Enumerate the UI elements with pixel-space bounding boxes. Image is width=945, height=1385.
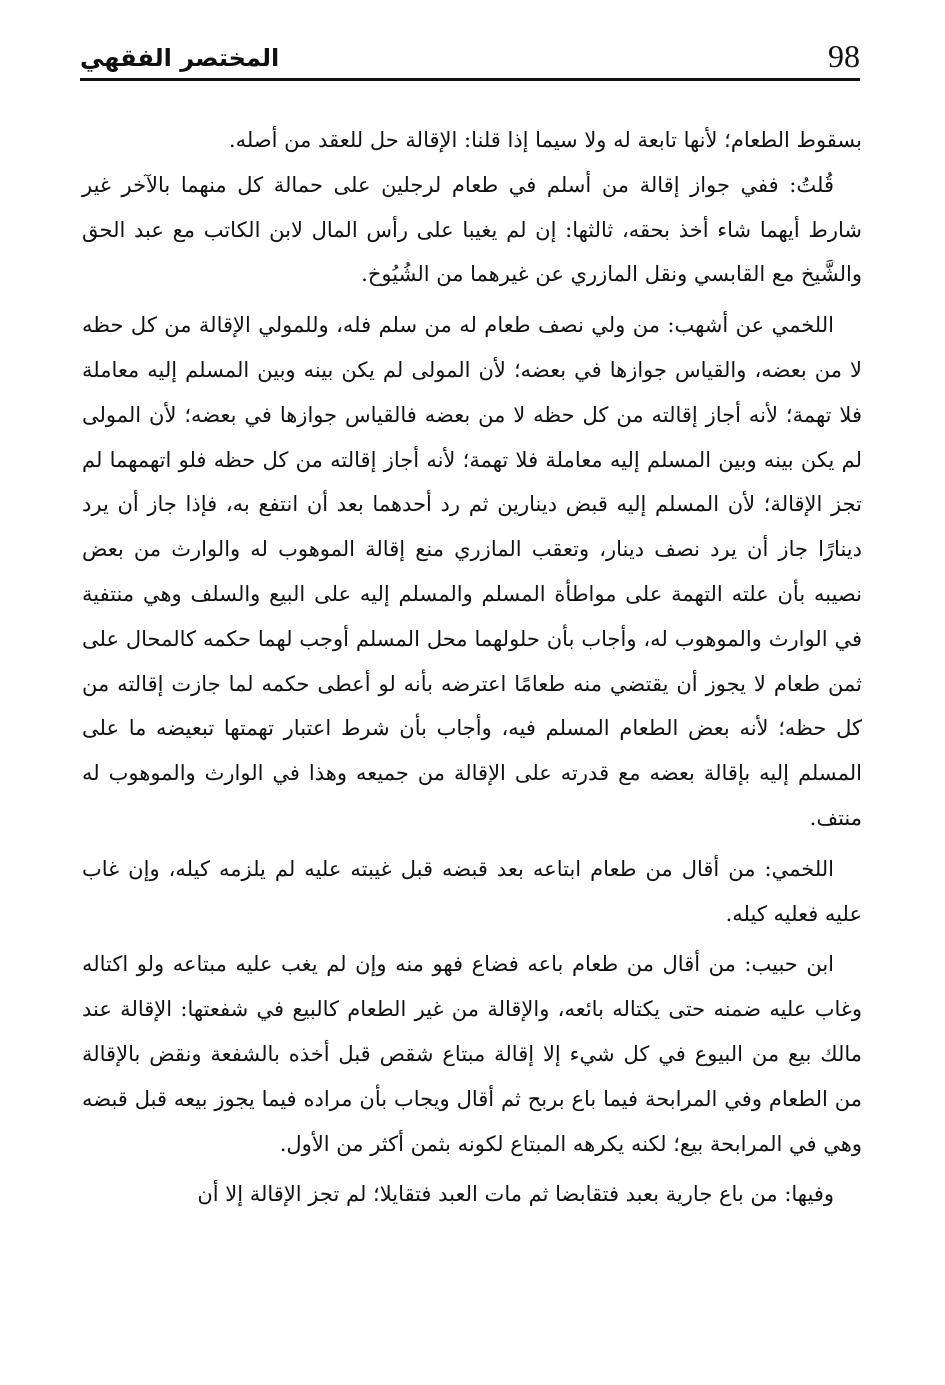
body-text [82, 118, 862, 1217]
paragraph-4: اللخمي: من أقال من طعام ابتاعه بعد قبضه قبل غيبته عليه لم يلزمه كيله، وإن غاب عليه فعليه كيله. [82, 856, 862, 926]
paragraph-2: قُلتُ: ففي جواز إقالة من أسلم في طعام لرجلين على حمالة كل منهما بالآخر غير شارط أيهما شاء أخذ بحقه، ثالثها: إن لم يغيبا على رأس المال لابن الكاتب مع عبد الحق والشَّيخ مع القابسي ونقل المازري عن غيرهما من الشُيُوخ. [82, 172, 862, 287]
paragraph-6: وفيها: من باع جارية بعبد فتقابضا ثم مات العبد فتقايلا؛ لم تجز الإقالة إلا أن [197, 1182, 834, 1207]
header-rule [80, 78, 860, 81]
page-number: 98 [828, 38, 860, 74]
paragraph-3: اللخمي عن أشهب: من ولي نصف طعام له من سلم فله، وللمولي الإقالة من كل حظه لا من بعضه، والقياس جوازها في بعضه؛ لأن المولى لم يكن بينه وبين المسلم إليه معاملة فلا تهمة؛ لأنه أجاز إقالته من كل حظه لا من بعضه فالقياس جوازها في بعضه؛ لأن المولى لم يكن بينه وبين المسلم إليه معاملة فلا تهمة؛ لأنه أجاز إقالته من كل حظه فلو اتهمهما لم تجز الإقالة؛ لأن المسلم إليه قبض دينارين ثم رد أحدهما بعد أن انتفع به، فإذا جاز أن يرد دينارًا جاز أن يرد نصف دينار، وتعقب المازري منع إقالة الموهوب له والوارث من بعض نصيبه بأن علته التهمة على مواطأة المسلم والمسلم إليه على البيع والسلف وهي منتفية في الوارث والموهوب له، وأجاب بأن حلولهما محل المسلم أوجب لهما حكمه كالمحال على ثمن طعام لا يجوز أن يقتضي منه طعامًا اعترضه بأنه لو أعطى حكمه لما جازت إقالته من كل حظه؛ لأنه بعض الطعام المسلم فيه، وأجاب بأن شرط اعتبار تهمتها تبعيضه ما على المسلم إليه بإقالة بعضه مع قدرته على الإقالة من جميعه وهذا في الوارث والموهوب له منتف. [82, 313, 862, 830]
paragraph-1: بسقوط الطعام؛ لأنها تابعة له ولا سيما إذا قلنا: الإقالة حل للعقد من أصله. [228, 128, 862, 152]
page-header [80, 32, 860, 82]
paragraph-5: ابن حبيب: من أقال من طعام باعه فضاع فهو منه وإن لم يغب عليه مبتاعه ولو اكتاله وغاب عليه ضمنه حتى يكتاله بائعه، والإقالة من غير الطعام كالبيع في شفعتها: الإقالة عند مالك بيع من البيوع في كل شيء إلا إقالة مبتاع شقص قبل أخذه بالشفعة ونقض بالإقالة من الطعام وفي المرابحة فيما باع بربح ثم أقال ويجاب بأن مراده فيما يجوز بيعه قبل قبضه وهي في المرابحة بيع؛ لكنه يكرهه المبتاع لكونه بثمن أكثر من الأول. [82, 952, 862, 1156]
running-title: المختصر الفقهي [80, 44, 280, 72]
